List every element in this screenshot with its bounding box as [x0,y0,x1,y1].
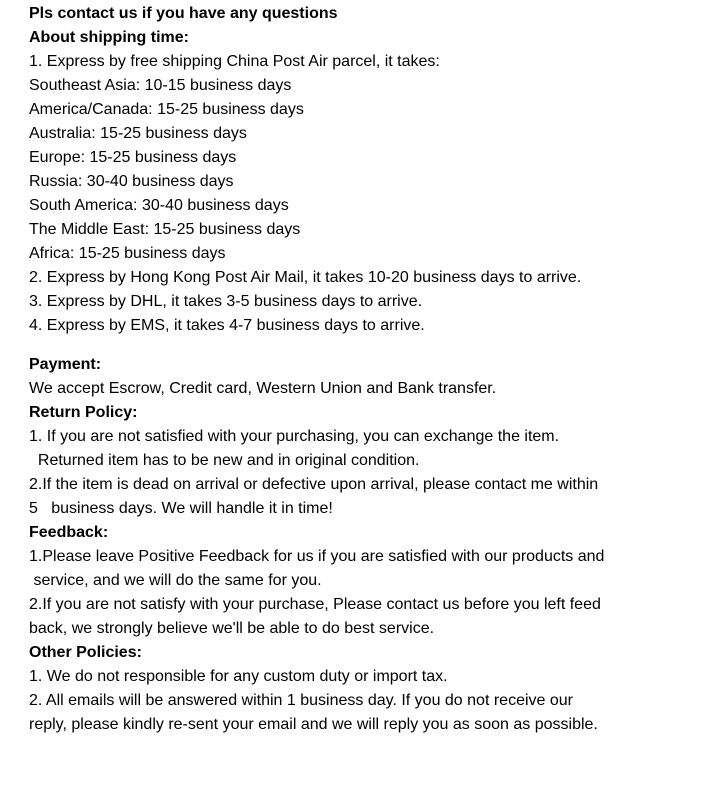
feedback-line: back, we strongly believe we'll be able to do best service. [29,620,435,637]
return-policy-line: 5 business days. We will handle it in time! [29,500,333,517]
shipping-line: 2. Express by Hong Kong Post Air Mail, it takes 10-20 business days to arrive. [29,269,582,286]
contact-heading: Pls contact us if you have any questions [29,5,338,22]
shipping-line: 1. Express by free shipping China Post Air parcel, it takes: [29,53,440,70]
other-policies-line: 2. All emails will be answered within 1 business day. If you do not receive our [29,692,573,709]
feedback-line: 1.Please leave Positive Feedback for us if you are satisfied with our products and [29,548,605,565]
feedback-line: service, and we will do the same for you. [29,572,322,589]
return-policy-line: Returned item has to be new and in original condition. [29,452,420,469]
payment-heading: Payment: [29,356,102,373]
shipping-line: South America: 30-40 business days [29,197,289,214]
shipping-line: 4. Express by EMS, it takes 4-7 business days to arrive. [29,317,425,334]
other-policies-line: 1. We do not responsible for any custom duty or import tax. [29,668,448,685]
return-policy-line: 2.If the item is dead on arrival or defective upon arrival, please contact me within [29,476,599,493]
shipping-line: Southeast Asia: 10-15 business days [29,77,292,94]
payment-line: We accept Escrow, Credit card, Western Union and Bank transfer. [29,380,497,397]
shipping-heading: About shipping time: [29,29,189,46]
shipping-line: Russia: 30-40 business days [29,173,234,190]
shipping-line: America/Canada: 15-25 business days [29,101,304,118]
feedback-line: 2.If you are not satisfy with your purchase, Please contact us before you left feed [29,596,601,613]
shipping-line: Africa: 15-25 business days [29,245,226,262]
shipping-line: Europe: 15-25 business days [29,149,237,166]
return-policy-line: 1. If you are not satisfied with your purchasing, you can exchange the item. [29,428,560,445]
shipping-line: The Middle East: 15-25 business days [29,221,301,238]
return-policy-heading: Return Policy: [29,404,138,421]
other-policies-heading: Other Policies: [29,644,142,661]
feedback-heading: Feedback: [29,524,109,541]
shipping-line: Australia: 15-25 business days [29,125,247,142]
other-policies-line: reply, please kindly re-sent your email and we will reply you as soon as possible. [29,716,598,733]
shipping-line: 3. Express by DHL, it takes 3-5 business days to arrive. [29,293,423,310]
